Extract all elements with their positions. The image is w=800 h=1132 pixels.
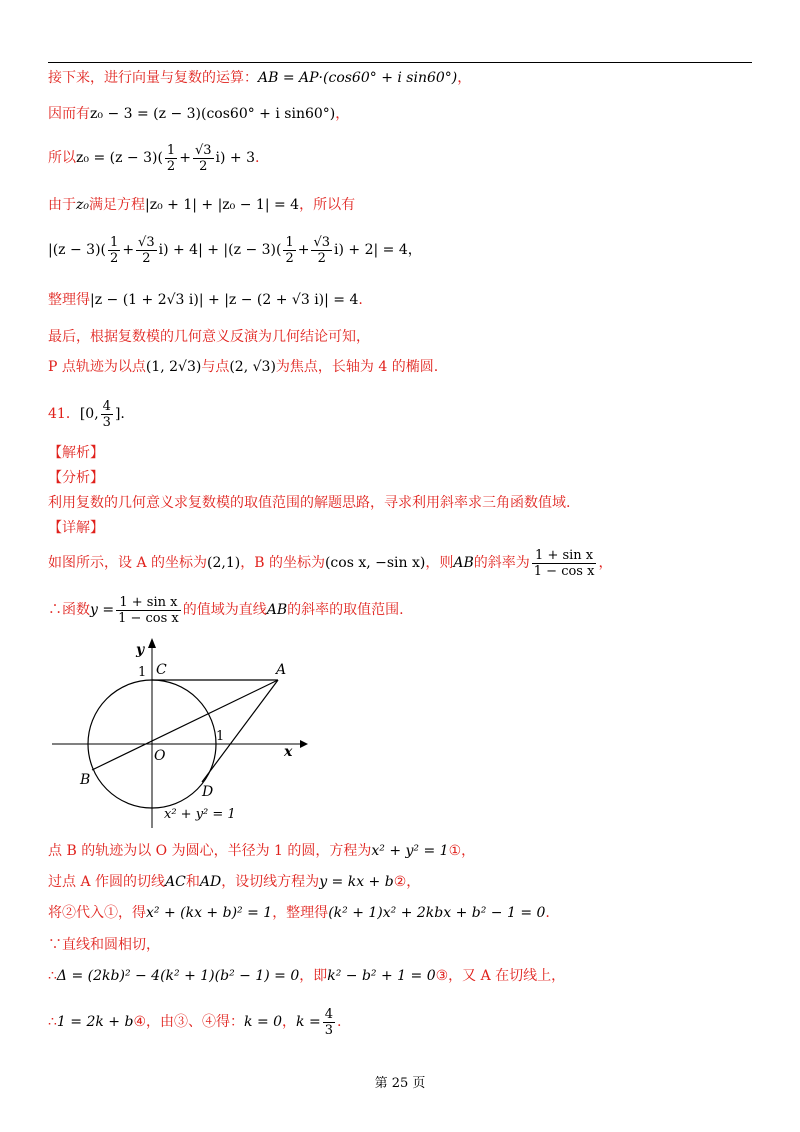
text: 因而有 <box>48 106 90 122</box>
x-label: x <box>284 744 293 760</box>
y-arrow-icon <box>148 638 156 648</box>
fraction: $\frac{1}{2}$ <box>166 142 176 174</box>
line-9: 41．[0, $\frac{4}{3}$ ]. <box>48 398 125 430</box>
line-15: ∴函数y = $\frac{\text{1 + sin x}}{\text{1 − cos x}}$ 的值域为直线AB的斜率的取值范围. <box>48 594 404 626</box>
punct: ， <box>457 70 472 86</box>
line-1 <box>48 68 471 88</box>
formula: |z₀ + 1| + |z₀ − 1| = 4 <box>145 197 300 213</box>
text: 所以 <box>48 150 76 166</box>
line-7: 最后，根据复数模的几何意义反演为几何结论可知， <box>48 329 370 345</box>
section-detail: 【详解】 <box>48 520 104 536</box>
question-number: 41． <box>48 406 80 422</box>
point-B-label: B <box>80 772 91 788</box>
text: 接下来，进行向量与复数的运算： <box>48 70 258 86</box>
formula: i) + 3 <box>215 150 255 166</box>
line-20: ∴Δ = (2kb)² − 4(k² + 1)(b² − 1) = 0，即k² − b² + 1 = 0③，又 A 在切线上， <box>48 968 566 984</box>
tick-1-y: 1 <box>138 665 147 680</box>
section-analysis: 【解析】 <box>48 445 104 461</box>
tangent-AD <box>202 680 278 782</box>
fraction: $\frac{√3}{2}$ <box>194 142 212 174</box>
y-label: y <box>136 642 145 658</box>
circle-equation: x² + y² = 1 <box>164 807 236 822</box>
line-8: P 点轨迹为以点(1, 2√3)与点(2, √3)为焦点，长轴为 4 的椭圆. <box>48 359 439 375</box>
point-A-label: A <box>276 662 287 678</box>
formula: z₀ = (z − 3)( <box>76 150 163 166</box>
point-D-label: D <box>202 784 214 800</box>
formula: AB = AP·(cos60° + i sin60°) <box>258 70 458 86</box>
line-AB <box>92 680 278 770</box>
section-fenxi: 【分析】 <box>48 470 104 486</box>
line-5: |(z − 3)( $\frac{1}{2}$ + $\frac{√3}{2}$ i) + 4| + |(z − 3)( $\frac{1}{2}$ + $\frac{√3}{2}$ i) + 2| = 4， <box>48 234 422 266</box>
line-4: 由于z₀满足方程|z₀ + 1| + |z₀ − 1| = 4，所以有 <box>48 197 356 213</box>
point-C-label: C <box>156 662 167 678</box>
line-21: ∴1 = 2k + b④，由③、④得：k = 0，k = $\frac{4}{3}$ . <box>48 1006 342 1038</box>
line-2 <box>48 104 349 124</box>
unit-circle-figure <box>52 632 312 832</box>
line-16: 点 B 的轨迹为以 O 为圆心，半径为 1 的圆，方程为x² + y² = 1①， <box>48 843 476 859</box>
formula: z₀ − 3 = (z − 3)(cos60° + i sin60°) <box>90 106 336 122</box>
line-3: 所以z₀ = (z − 3)( $\frac{1}{2}$ + $\frac{√3}{2}$ i) + 3. <box>48 142 260 174</box>
line-14: 如图所示，设 A 的坐标为(2,1)，B 的坐标为(cos x, −sin x)，则AB的斜率为 $\frac{\text{1 + sin x}}{\text{1 − cos x}}$ ， <box>48 547 613 579</box>
formula: |z − (1 + 2√3 i)| + |z − (2 + √3 i)| = 4 <box>90 292 359 308</box>
line-18: 将②代入①，得x² + (kx + b)² = 1，整理得(k² + 1)x² + 2kbx + b² − 1 = 0. <box>48 905 550 921</box>
page-footer: 第 25 页 <box>374 1076 426 1091</box>
x-arrow-icon <box>300 740 308 748</box>
punct: ， <box>335 106 350 122</box>
header-rule <box>48 62 752 63</box>
line-17: 过点 A 作圆的切线AC和AD，设切线方程为y = kx + b②， <box>48 874 421 890</box>
line-6: 整理得|z − (1 + 2√3 i)| + |z − (2 + √3 i)| = 4. <box>48 292 363 308</box>
tick-1-x: 1 <box>216 729 225 744</box>
line-19: ∵直线和圆相切， <box>48 937 160 953</box>
point-O-label: O <box>154 748 166 764</box>
line-12: 利用复数的几何意义求复数模的取值范围的解题思路，寻求利用斜率求三角函数值域. <box>48 495 571 511</box>
